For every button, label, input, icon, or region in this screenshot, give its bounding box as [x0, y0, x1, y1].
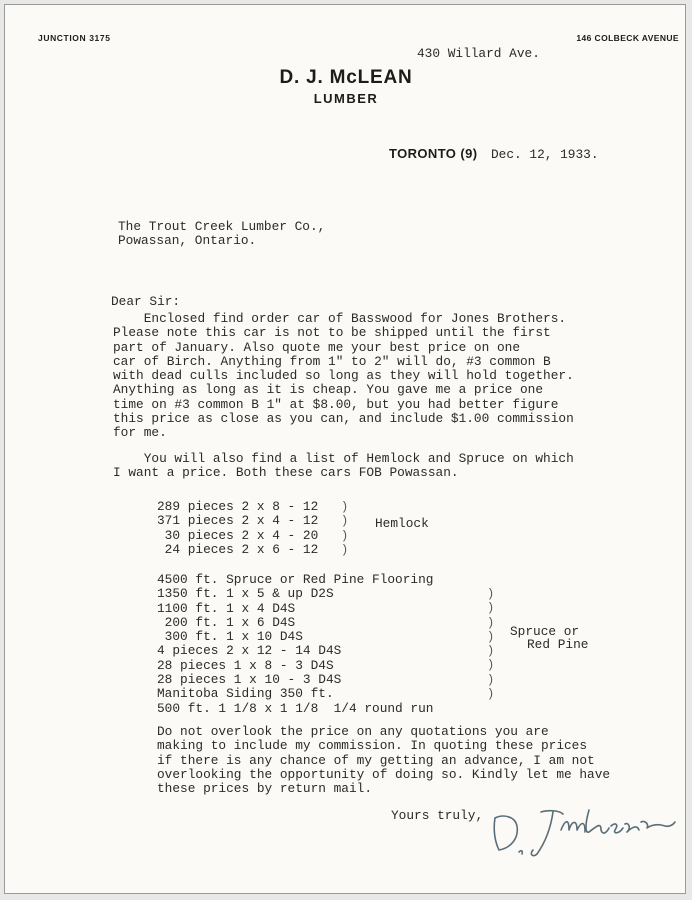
- greeting: [111, 295, 180, 309]
- bracket-mark: ): [341, 514, 349, 529]
- spruce-item: 200 ft. 1 x 6 D4S: [157, 614, 296, 630]
- bracket-mark: ): [341, 542, 349, 557]
- hemlock-item: 371 pieces 2 x 4 - 12: [157, 513, 319, 529]
- typed-address: 430 Willard Ave.: [417, 46, 540, 61]
- signature-image: [489, 800, 679, 860]
- bracket-mark: ): [341, 528, 349, 543]
- letterhead-phone: JUNCTION 3175: [38, 33, 111, 43]
- spruce-bracket: [487, 587, 494, 701]
- spruce-item: Manitoba Siding 350 ft.: [157, 686, 334, 702]
- bracket-mark: ): [487, 672, 495, 687]
- spruce-item: 28 pieces 1 x 8 - 3 D4S: [157, 657, 334, 673]
- spruce-item: 1350 ft. 1 x 5 & up D2S: [157, 586, 334, 602]
- inside-address: [118, 220, 325, 249]
- hemlock-list: [157, 500, 318, 557]
- bracket-mark: ): [487, 629, 495, 644]
- bracket-mark: ): [487, 601, 495, 616]
- letterhead-city: TORONTO (9): [389, 146, 478, 161]
- bracket-mark: ): [487, 587, 495, 601]
- spruce-item: 500 ft. 1 1/8 x 1 1/8 1/4 round run: [157, 700, 434, 716]
- paragraph-line: car of Birch. Anything from 1" to 2" will do, #3 common B: [113, 353, 551, 369]
- inside-address-line: The Trout Creek Lumber Co.,: [118, 219, 326, 234]
- letterhead-street-name: COLBECK AVENUE: [594, 33, 679, 43]
- paragraph-line: Please note this car is not to be shipped until the first: [113, 325, 551, 341]
- hemlock-item: 289 pieces 2 x 8 - 12: [157, 499, 319, 514]
- paragraph-line: this price as close as you can, and include $1.00 commission: [113, 411, 574, 427]
- paragraph-line: I want a price. Both these cars FOB Powassan.: [113, 465, 459, 481]
- paragraph-line: Anything as long as it is cheap. You gave me a price one: [113, 382, 544, 398]
- hemlock-bracket: [341, 500, 348, 557]
- letterhead-street-number: 146: [576, 33, 592, 43]
- bracket-mark: ): [487, 687, 495, 702]
- inside-address-line: Powassan, Ontario.: [118, 233, 257, 249]
- paragraph-line: if there is any chance of my getting an advance, I am not: [157, 752, 595, 768]
- hemlock-label: Hemlock: [375, 516, 429, 531]
- bracket-mark: ): [341, 500, 349, 514]
- greeting-text: Dear Sir:: [111, 294, 181, 309]
- hemlock-item: 30 pieces 2 x 4 - 20: [157, 527, 319, 543]
- bracket-mark: ): [487, 658, 495, 673]
- letterhead-division: LUMBER: [313, 91, 379, 106]
- spruce-list: [157, 573, 433, 716]
- paragraph-line: Do not overlook the price on any quotations you are: [157, 724, 549, 739]
- spruce-item: 4500 ft. Spruce or Red Pine Flooring: [157, 572, 434, 587]
- paragraph-line: making to include my commission. In quoting these prices: [157, 738, 588, 754]
- letter-page: [4, 4, 686, 894]
- paragraph-2: [113, 452, 574, 481]
- spruce-label-line-1: Spruce or: [510, 624, 580, 639]
- paragraph-line: Enclosed find order car of Basswood for Jones Brothers.: [113, 311, 567, 326]
- letterhead-company: D. J. McLEAN: [279, 67, 413, 88]
- paragraph-line: You will also find a list of Hemlock and Spruce on which: [113, 451, 574, 466]
- paragraph-line: for me.: [113, 425, 167, 441]
- spruce-item: 1100 ft. 1 x 4 D4S: [157, 600, 296, 616]
- bracket-mark: ): [487, 644, 495, 659]
- letterhead-street: [576, 33, 679, 43]
- letter-date: Dec. 12, 1933.: [491, 147, 599, 162]
- paragraph-line: part of January. Also quote me your best price on one: [113, 339, 521, 355]
- paragraph-3: [157, 725, 610, 796]
- bracket-mark: ): [487, 615, 495, 630]
- spruce-label-line-2: Red Pine: [527, 637, 589, 652]
- spruce-item: 4 pieces 2 x 12 - 14 D4S: [157, 643, 342, 659]
- hemlock-item: 24 pieces 2 x 6 - 12: [157, 541, 319, 557]
- spruce-item: 28 pieces 1 x 10 - 3 D4S: [157, 672, 342, 688]
- paragraph-line: time on #3 common B 1" at $8.00, but you had better figure: [113, 396, 559, 412]
- paragraph-line: with dead culls included so long as they will hold together.: [113, 368, 574, 384]
- closing: Yours truly,: [391, 808, 484, 823]
- paragraph-1: [113, 312, 574, 441]
- paragraph-line: overlooking the opportunity of doing so. Kindly let me have: [157, 766, 611, 782]
- spruce-item: 300 ft. 1 x 10 D4S: [157, 629, 303, 645]
- paragraph-line: these prices by return mail.: [157, 781, 373, 797]
